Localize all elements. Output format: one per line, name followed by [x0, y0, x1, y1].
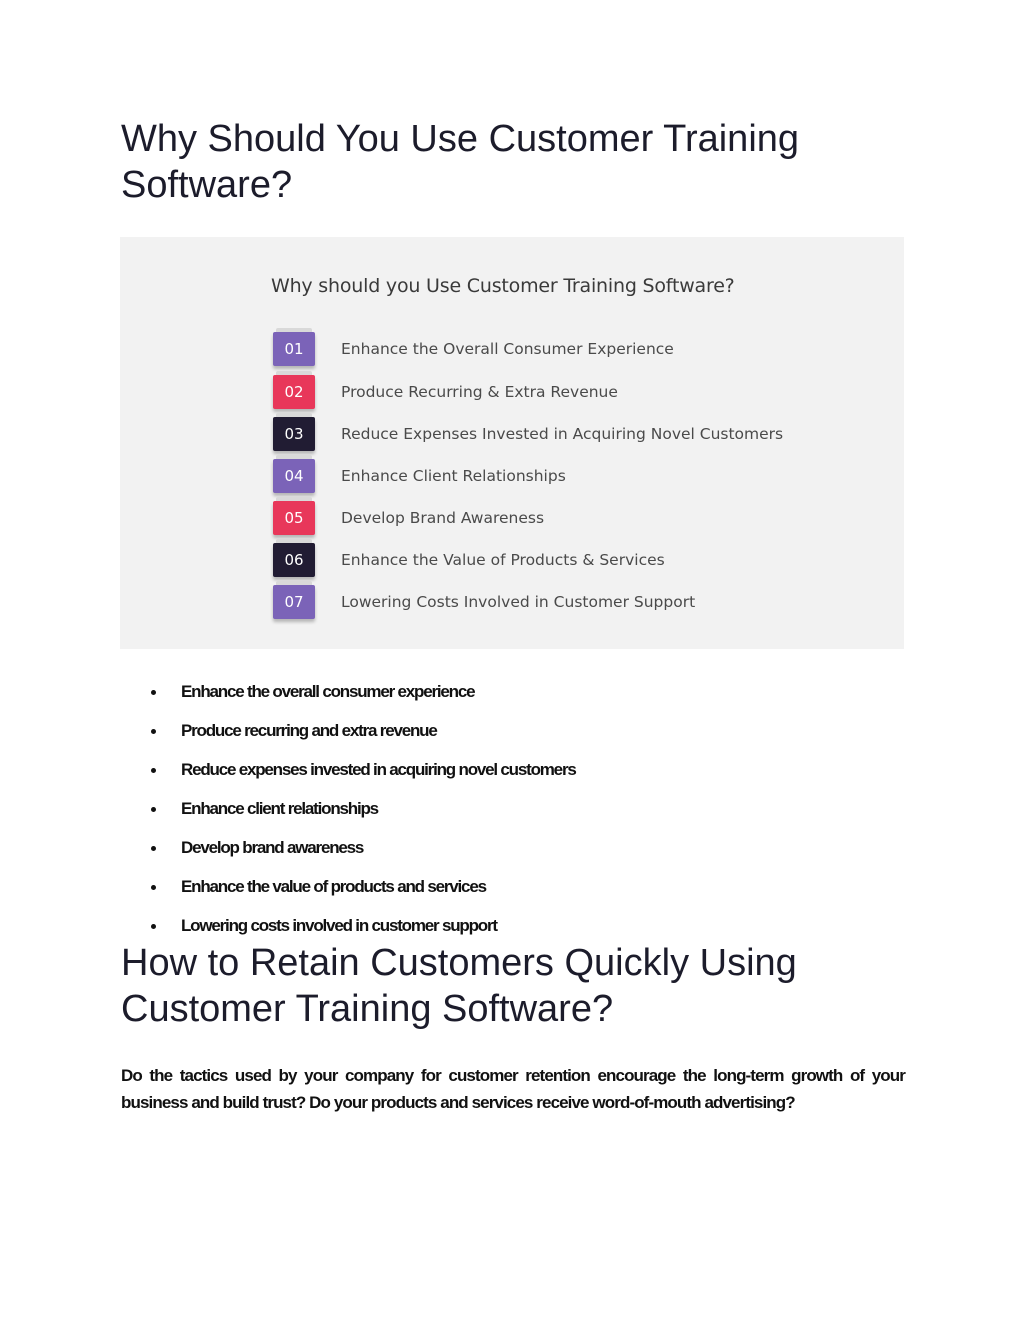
infographic-item — [273, 459, 793, 495]
infographic-item-label: Reduce Expenses Invested in Acquiring Novel Customers — [341, 425, 784, 443]
list-item-text: Reduce expenses invested in acquiring novel customers — [181, 760, 576, 779]
number-badge: 05 — [273, 501, 315, 535]
infographic-item — [273, 501, 793, 537]
list-item-text: Enhance the overall consumer experience — [181, 682, 475, 701]
infographic-item-label: Enhance the Overall Consumer Experience — [341, 340, 674, 358]
bullet-icon — [151, 885, 156, 890]
infographic-item — [273, 417, 793, 453]
number-badge: 06 — [273, 543, 315, 577]
list-item-text: Produce recurring and extra revenue — [181, 721, 437, 740]
benefits-list — [145, 680, 576, 953]
list-item — [145, 836, 576, 875]
number-badge: 01 — [273, 332, 315, 366]
infographic-image — [120, 237, 904, 649]
bullet-icon — [151, 807, 156, 812]
infographic-item-label: Develop Brand Awareness — [341, 509, 545, 527]
infographic-item — [273, 543, 793, 579]
number-badge: 04 — [273, 459, 315, 493]
infographic-item — [273, 375, 793, 411]
bullet-icon — [151, 768, 156, 773]
infographic-item — [273, 332, 793, 368]
infographic-item-label: Enhance the Value of Products & Services — [341, 551, 665, 569]
number-badge: 07 — [273, 585, 315, 619]
list-item — [145, 875, 576, 914]
bullet-icon — [151, 729, 156, 734]
infographic-item-label: Produce Recurring & Extra Revenue — [341, 383, 618, 401]
bullet-icon — [151, 924, 156, 929]
infographic-item-label: Lowering Costs Involved in Customer Support — [341, 593, 696, 611]
number-badge: 02 — [273, 375, 315, 409]
infographic-item — [273, 585, 793, 621]
list-item — [145, 719, 576, 758]
list-item-text: Lowering costs involved in customer support — [181, 916, 497, 935]
intro-paragraph: Do the tactics used by your company for customer retention encourage the long-term growth of your business and build trust? Do your products and services receive word-of-mouth advertising? — [121, 1066, 905, 1112]
list-item — [145, 680, 576, 719]
infographic-item-label: Enhance Client Relationships — [341, 467, 566, 485]
infographic-heading: Why should you Use Customer Training Software? — [271, 275, 735, 297]
bullet-icon — [151, 846, 156, 851]
number-badge: 03 — [273, 417, 315, 451]
page-title: Why Should You Use Customer Training Software? — [121, 118, 800, 206]
list-item-text: Develop brand awareness — [181, 838, 364, 857]
list-item-text: Enhance the value of products and services — [181, 877, 486, 896]
list-item-text: Enhance client relationships — [181, 799, 378, 818]
list-item — [145, 797, 576, 836]
list-item — [145, 758, 576, 797]
bullet-icon — [151, 690, 156, 695]
section-title: How to Retain Customers Quickly Using Customer Training Software? — [121, 942, 797, 1030]
